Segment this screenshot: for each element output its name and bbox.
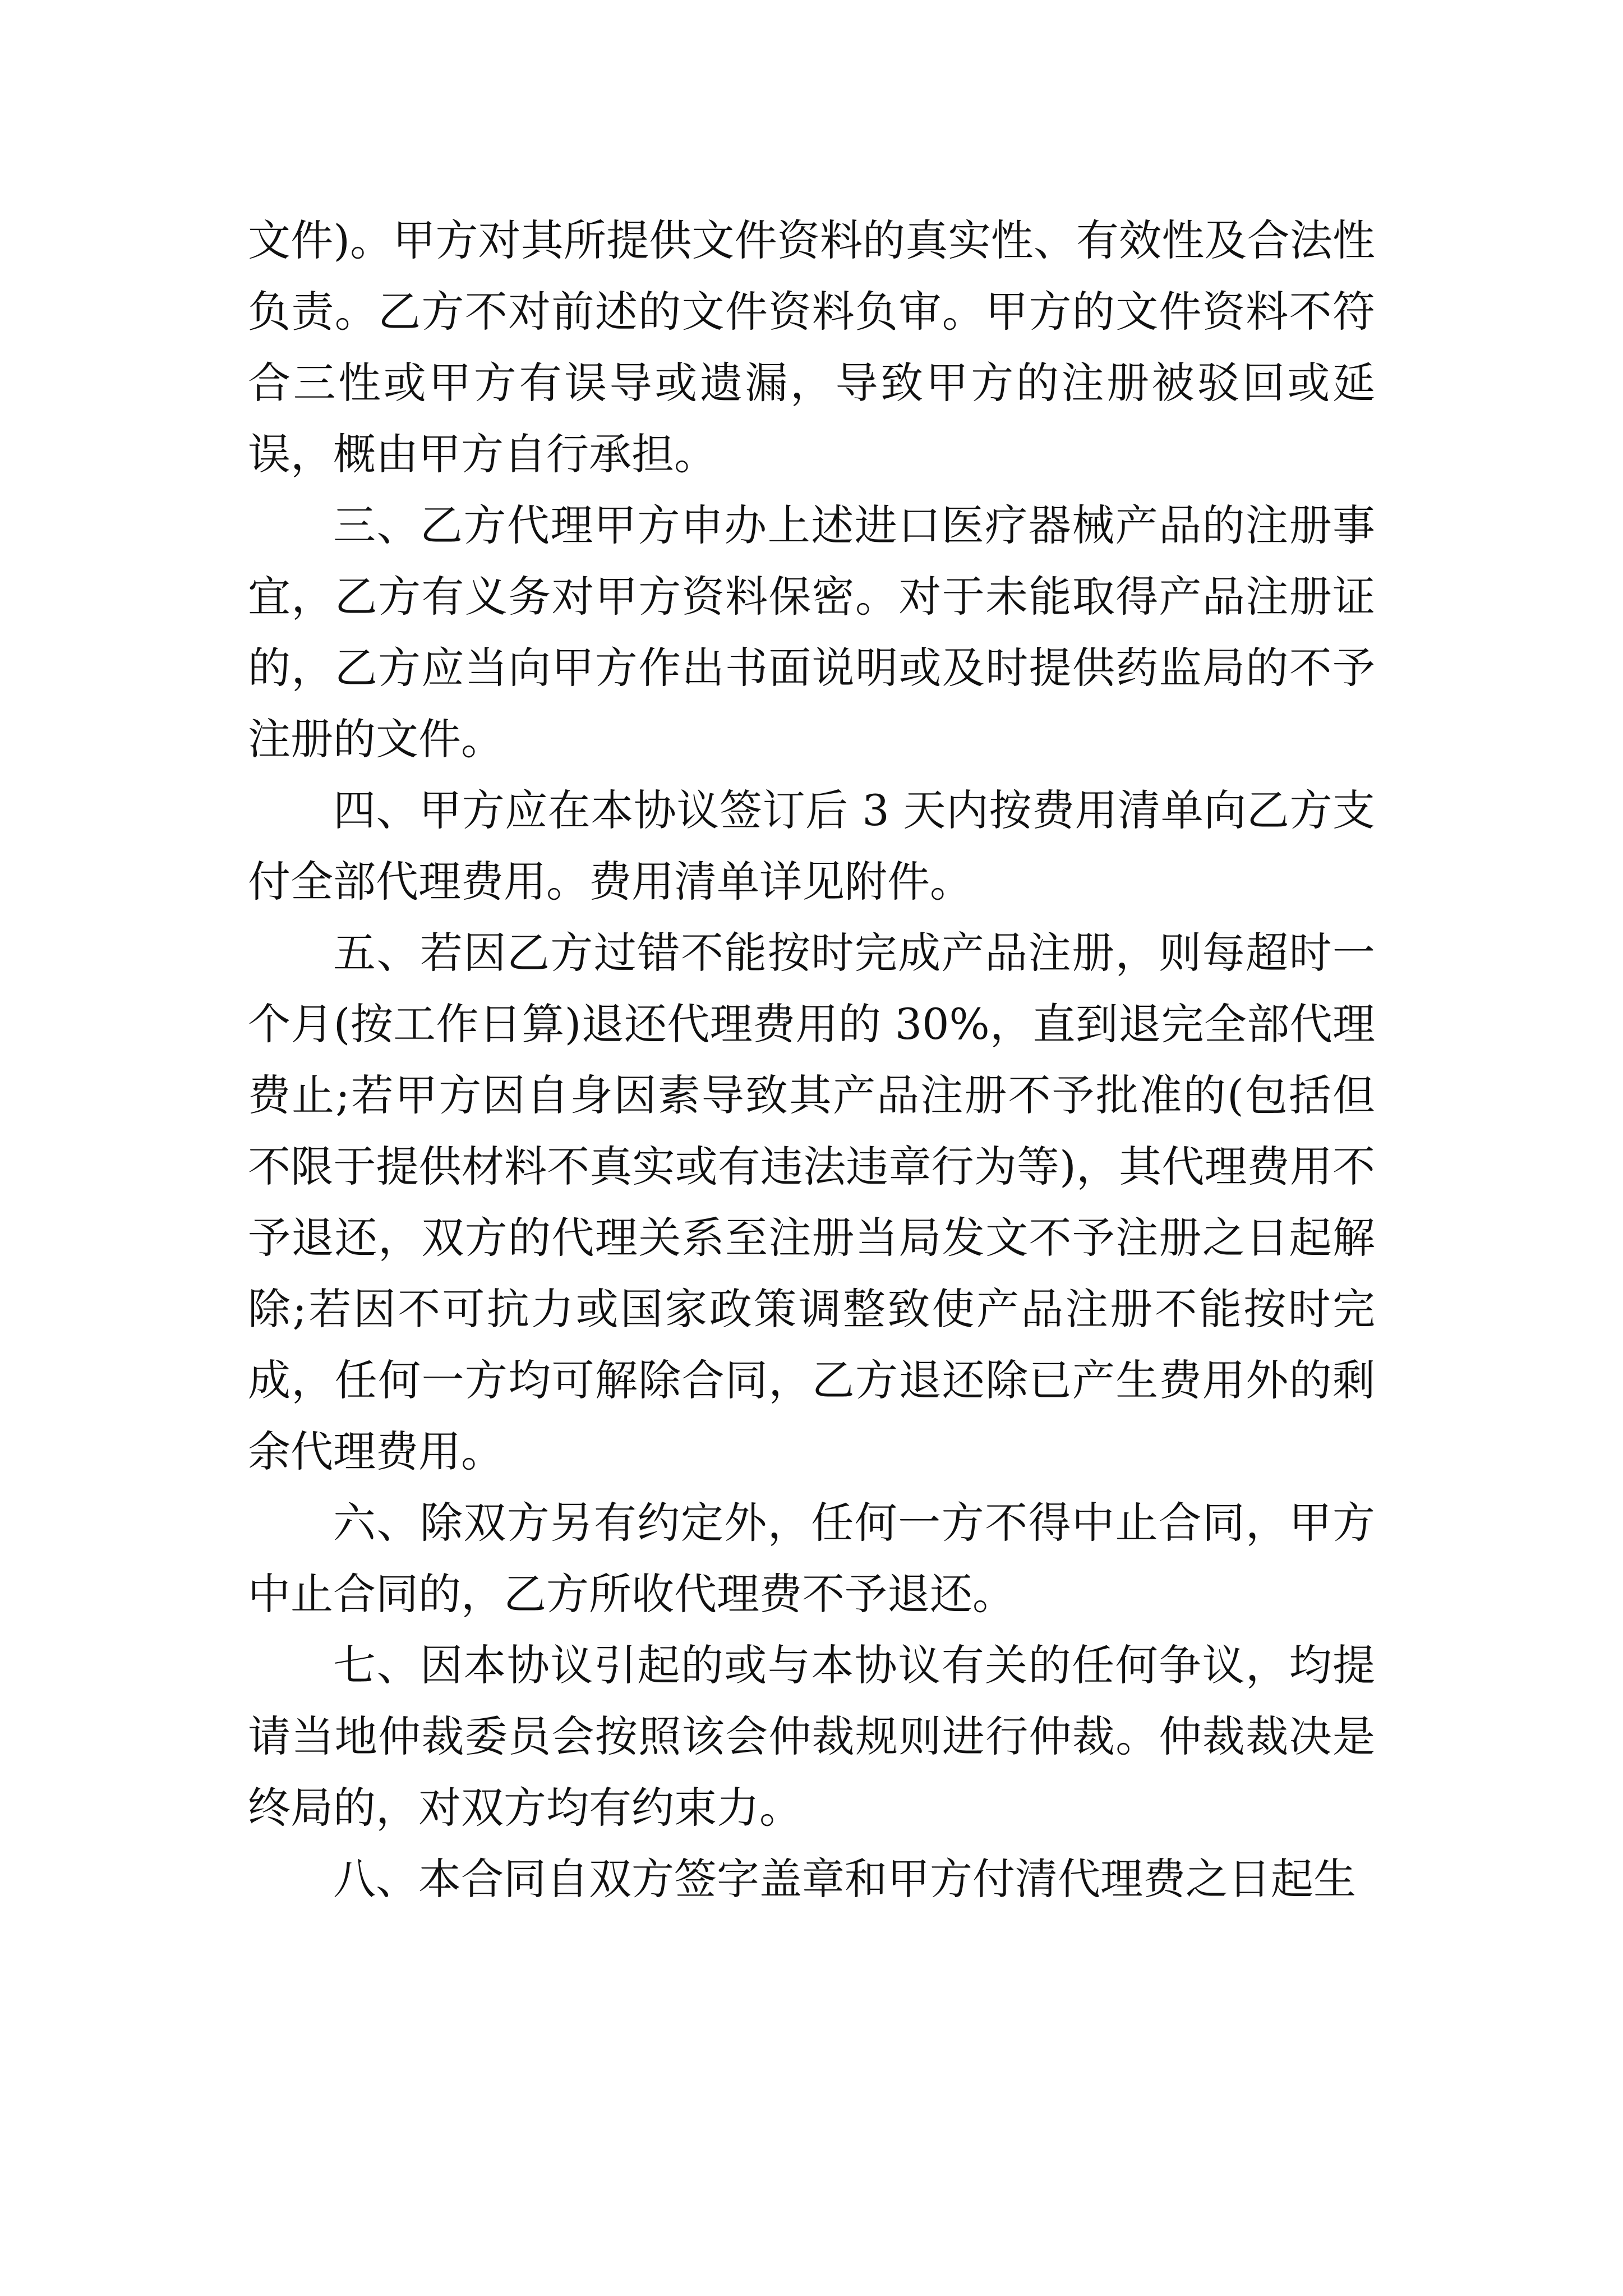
paragraph-clause-7-arbitration: 七、因本协议引起的或与本协议有关的任何争议，均提请当地仲裁委员会按照该会仲裁规则进行仲裁。仲裁裁决是终局的，对双方均有约束力。 — [248, 1640, 1375, 1833]
document-body — [248, 205, 1375, 1915]
paragraph-continuation-file-responsibility: 文件)。甲方对其所提供文件资料的真实性、有效性及合法性负责。乙方不对前述的文件资料负审。甲方的文件资料不符合三性或甲方有误导或遗漏，导致甲方的注册被驳回或延误，概由甲方自行承担。 — [248, 215, 1375, 479]
paragraph-clause-5-refund: 五、若因乙方过错不能按时完成产品注册，则每超时一个月(按工作日算)退还代理费用的 30%，直到退完全部代理费止;若甲方因自身因素导致其产品注册不予批准的(包括但不限于提供材料不真实或有违法违章行为等)，其代理费用不予退还，双方的代理关系至注册当局发文不予注册之日起解除;若因不可抗力或国家政策调整致使产品注册不能按时完成，任何一方均可解除合同，乙方退还除已产生费用外的剩余代理费用。 — [248, 928, 1375, 1476]
paragraph-clause-4-payment: 四、甲方应在本协议签订后 3 天内按费用清单向乙方支付全部代理费用。费用清单详见附件。 — [248, 785, 1375, 907]
paragraph-clause-8-effective: 八、本合同自双方签字盖章和甲方付清代理费之日起生 — [333, 1854, 1356, 1904]
paragraph-clause-6-termination: 六、除双方另有约定外，任何一方不得中止合同，甲方中止合同的，乙方所收代理费不予退还。 — [248, 1498, 1375, 1619]
paragraph-clause-3-confidentiality: 三、乙方代理甲方申办上述进口医疗器械产品的注册事宜，乙方有义务对甲方资料保密。对于未能取得产品注册证的，乙方应当向甲方作出书面说明或及时提供药监局的不予注册的文件。 — [248, 500, 1375, 764]
